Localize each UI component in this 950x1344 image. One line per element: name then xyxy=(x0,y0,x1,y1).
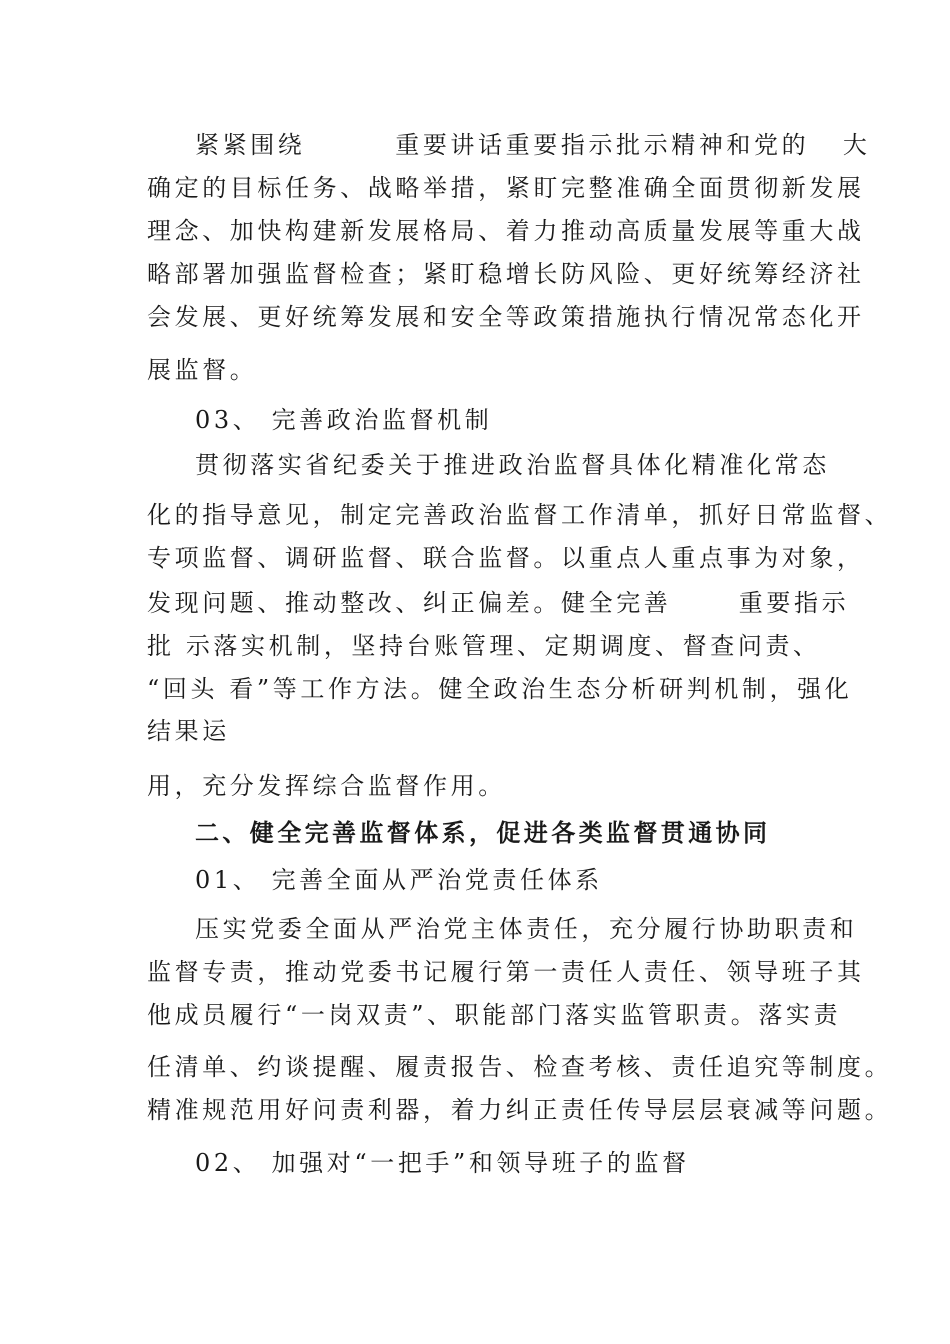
body-line: 监督专责，推动党委书记履行第一责任人责任、领导班子其 xyxy=(147,958,865,986)
body-line: 任清单、约谈提醒、履责报告、检查考核、责任追究等制度。 xyxy=(147,1053,893,1081)
body-line: 他成员履行“一岗双责”、职能部门落实监管职责。落实责 xyxy=(147,1001,842,1029)
body-line: 展监督。 xyxy=(147,356,258,384)
body-line: 精准规范用好问责利器，着力纠正责任传导层层衰减等问题。 xyxy=(147,1096,893,1124)
body-line: 紧紧围绕 重要讲话重要指示批示精神和党的 大 xyxy=(195,131,871,159)
body-line: 结果运 xyxy=(147,717,230,745)
body-line: 贯彻落实省纪委关于推进政治监督具体化精准化常态 xyxy=(195,451,830,479)
body-line: 略部署加强监督检查；紧盯稳增长防风险、更好统筹经济社 xyxy=(147,260,865,288)
body-line: 批 示落实机制，坚持台账管理、定期调度、督查问责、 xyxy=(147,632,821,660)
body-line: 会发展、更好统筹发展和安全等政策措施执行情况常态化开 xyxy=(147,303,865,331)
body-line: 发现问题、推动整改、纠正偏差。健全完善 重要指示 xyxy=(147,589,850,617)
body-line: 理念、加快构建新发展格局、着力推动高质量发展等重大战 xyxy=(147,217,865,245)
section-subheading: 03、 完善政治监督机制 xyxy=(195,406,493,434)
body-line: “回头 看”等工作方法。健全政治生态分析研判机制，强化 xyxy=(147,675,853,703)
body-line: 压实党委全面从严治党主体责任，充分履行协助职责和 xyxy=(195,915,858,943)
body-line: 专项监督、调研监督、联合监督。以重点人重点事为对象， xyxy=(147,544,865,572)
section-subheading: 01、 完善全面从严治党责任体系 xyxy=(195,866,603,894)
section-subheading: 02、 加强对“一把手”和领导班子的监督 xyxy=(195,1149,690,1177)
body-line: 化的指导意见，制定完善政治监督工作清单，抓好日常监督、 xyxy=(147,501,893,529)
body-line: 确定的目标任务、战略举措，紧盯完整准确全面贯彻新发展 xyxy=(147,174,865,202)
body-line: 用，充分发挥综合监督作用。 xyxy=(147,772,506,800)
section-heading: 二、健全完善监督体系，促进各类监督贯通协同 xyxy=(195,818,771,847)
